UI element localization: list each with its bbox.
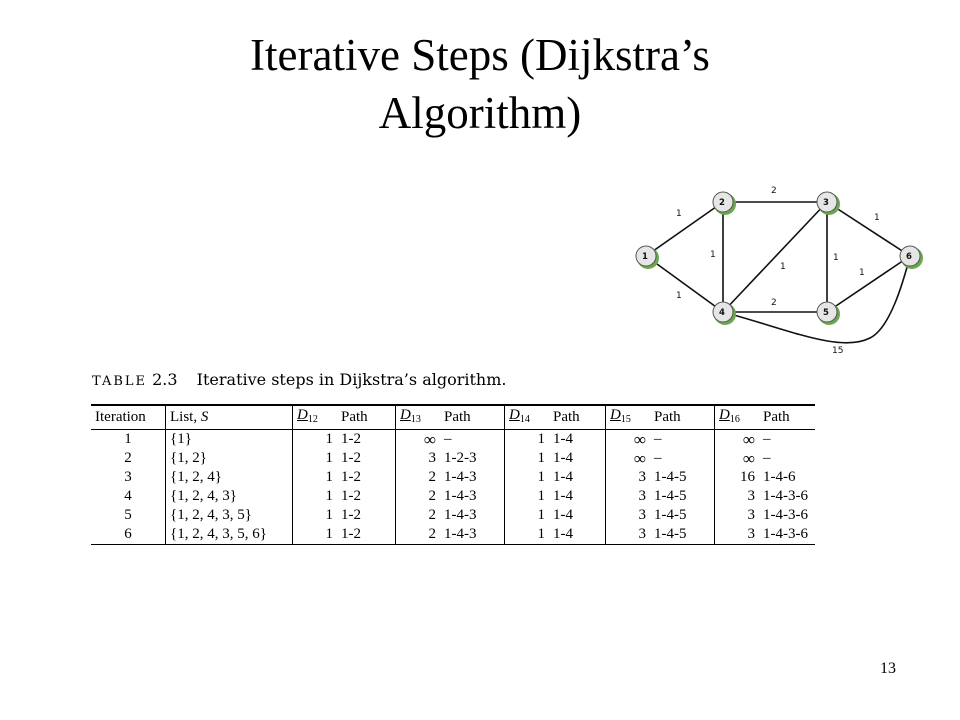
cell-it: 2 [124,450,132,466]
cell-list: {1} [166,430,293,450]
cell-d16: ∞ [715,449,760,468]
cell-it: 5 [124,507,132,523]
cell-p13: 1-2-3 [444,450,477,466]
edge-5-6 [827,256,910,312]
header-d15-sub: 15 [620,414,631,425]
cell-d13: ∞ [396,430,441,450]
cell-p12: 1-2 [341,450,361,466]
cell-d15: 3 [606,468,651,487]
header-d13-sub: 13 [410,414,421,425]
header-d12-symbol: D [297,407,308,423]
cell-d14: 1 [505,449,550,468]
cell-p12: 1-2 [341,507,361,523]
cell-it: 3 [124,469,132,485]
cell-d13: 2 [396,468,441,487]
cell-p14: 1-4 [553,488,573,504]
cell-p14: 1-4 [553,431,573,447]
cell-d15: 3 [606,506,651,525]
cell-d16: 16 [715,468,760,487]
cell-list: {1, 2, 4, 3, 5} [166,506,293,525]
cell-it: 4 [124,488,132,504]
header-path14: Path [553,409,580,425]
cell-d15: 3 [606,525,651,545]
cell-p13: 1-4-3 [444,526,477,542]
cell-p16: 1-4-6 [763,469,796,485]
header-path13: Path [444,409,471,425]
cell-d13: 2 [396,506,441,525]
cell-d12: 1 [293,449,338,468]
cell-p15: 1-4-5 [654,507,687,523]
edge-4-6 [723,256,910,343]
table-row [91,506,815,525]
table-header-row [91,405,815,430]
cell-p13: 1-4-3 [444,507,477,523]
cell-d12: 1 [293,487,338,506]
header-list [166,405,293,430]
page-number: 13 [880,660,896,677]
header-path16: Path [763,409,790,425]
table-caption-number: 2.3 [152,370,178,389]
edge-label-4-6: 15 [832,346,844,356]
header-d13-symbol: D [400,407,411,423]
edge-1-2 [646,202,723,256]
network-graph [620,178,950,360]
cell-d14: 1 [505,487,550,506]
edge-label-3-4: 1 [780,262,786,272]
header-path12: Path [341,409,368,425]
header-d14-sub: 14 [519,414,530,425]
slide-title-line-2: Algorithm) [378,88,582,138]
cell-d15: 3 [606,487,651,506]
cell-p14: 1-4 [553,526,573,542]
edge-label-1-4: 1 [676,291,682,301]
header-path15: Path [654,409,681,425]
header-d14-symbol: D [509,407,520,423]
cell-d12: 1 [293,468,338,487]
edge-label-3-6: 1 [874,213,880,223]
header-iteration: Iteration [95,409,146,425]
cell-p15: 1-4-5 [654,469,687,485]
cell-d12: 1 [293,506,338,525]
slide-title [120,26,840,142]
node-4-label: 4 [719,308,725,318]
header-list-text: List, [170,409,198,425]
cell-p12: 1-2 [341,488,361,504]
edge-label-5-6: 1 [859,268,865,278]
header-d12 [293,405,338,430]
header-d16-sub: 16 [729,414,740,425]
node-3-label: 3 [823,198,829,208]
cell-it: 1 [124,431,132,447]
cell-list: {1, 2} [166,449,293,468]
cell-d13: 2 [396,487,441,506]
cell-d13: 2 [396,525,441,545]
cell-p16: 1-4-3-6 [763,488,808,504]
table-caption [92,370,506,389]
edge-label-4-5: 2 [771,298,777,308]
cell-p12: 1-2 [341,431,361,447]
cell-p12: 1-2 [341,469,361,485]
header-d14 [505,405,550,430]
cell-p13: – [444,431,452,447]
cell-d14: 1 [505,506,550,525]
cell-p16: – [763,450,771,466]
cell-list: {1, 2, 4, 3} [166,487,293,506]
cell-d16: 3 [715,525,760,545]
edge-3-6 [827,202,910,256]
cell-p12: 1-2 [341,526,361,542]
cell-d15: ∞ [606,430,651,450]
edge-label-2-4: 1 [710,250,716,260]
cell-p16: 1-4-3-6 [763,507,808,523]
graph-edges [646,202,910,343]
edge-1-4 [646,256,723,312]
cell-p13: 1-4-3 [444,488,477,504]
edge-label-1-2: 1 [676,209,682,219]
header-d12-sub: 12 [307,414,318,425]
cell-d16: 3 [715,487,760,506]
edge-3-4 [723,202,827,312]
dijkstra-steps-table [91,404,815,545]
cell-p16: – [763,431,771,447]
cell-d12: 1 [293,430,338,450]
table-row [91,430,815,450]
node-5-label: 5 [823,308,829,318]
cell-d14: 1 [505,430,550,450]
table-row [91,468,815,487]
cell-list: {1, 2, 4} [166,468,293,487]
slide-title-line-1: Iterative Steps (Dijkstra’s [250,30,710,80]
table-row [91,525,815,545]
node-6 [900,246,923,269]
cell-d12: 1 [293,525,338,545]
cell-p15: – [654,431,662,447]
table-caption-text: Iterative steps in Dijkstra’s algorithm. [196,370,507,389]
cell-d15: ∞ [606,449,651,468]
cell-p15: 1-4-5 [654,488,687,504]
cell-d14: 1 [505,525,550,545]
edge-label-2-3: 2 [771,186,777,196]
header-list-symbol: S [200,409,209,425]
node-2-label: 2 [719,198,725,208]
node-3 [817,192,840,215]
table-row [91,487,815,506]
cell-list: {1, 2, 4, 3, 5, 6} [166,525,293,545]
cell-p13: 1-4-3 [444,469,477,485]
node-6-label: 6 [906,252,912,262]
cell-d14: 1 [505,468,550,487]
table-caption-label: TABLE [92,374,148,389]
cell-it: 6 [124,526,132,542]
node-1-label: 1 [642,252,648,262]
cell-d16: 3 [715,506,760,525]
header-d16-symbol: D [719,407,730,423]
cell-p14: 1-4 [553,507,573,523]
edge-label-3-5: 1 [833,253,839,263]
table-row [91,449,815,468]
header-d13 [396,405,441,430]
header-d15-symbol: D [610,407,621,423]
header-d16 [715,405,760,430]
node-2 [713,192,736,215]
table-body [91,430,815,545]
cell-p15: – [654,450,662,466]
edge-labels [676,186,880,356]
cell-d16: ∞ [715,430,760,450]
cell-d13: 3 [396,449,441,468]
cell-p14: 1-4 [553,450,573,466]
cell-p16: 1-4-3-6 [763,526,808,542]
header-d15 [606,405,651,430]
node-4 [713,302,736,325]
cell-p15: 1-4-5 [654,526,687,542]
cell-p14: 1-4 [553,469,573,485]
